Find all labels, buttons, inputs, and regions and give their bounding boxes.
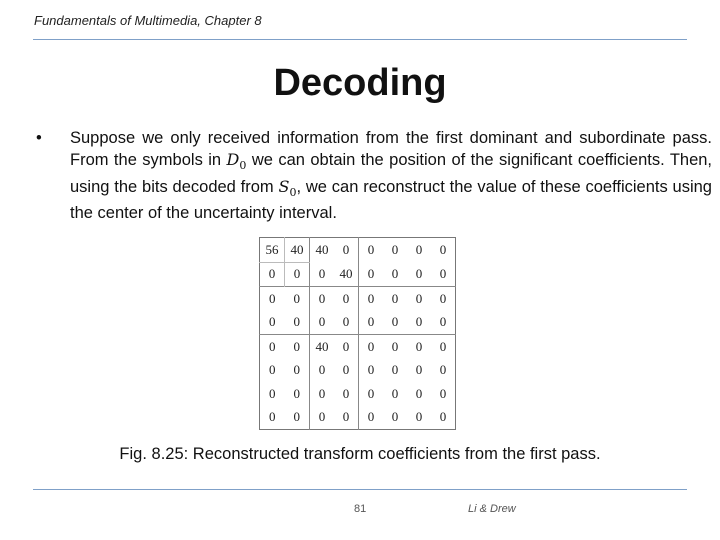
matrix-cell: 0: [391, 409, 399, 425]
matrix-row: [260, 335, 456, 359]
slide-title: Decoding: [273, 62, 447, 104]
matrix-cell: 0: [359, 262, 384, 287]
matrix-cell: 56: [260, 238, 285, 263]
matrix-cell: 0: [342, 314, 350, 330]
symbol-s: S: [278, 177, 290, 197]
symbol-s-sub: 0: [289, 186, 297, 200]
matrix-cell: 0: [285, 335, 310, 359]
matrix-row: [260, 311, 456, 335]
bullet-part-3: , we can reconstruct the value of these coefficients using the center of the uncertainty interval.: [70, 178, 712, 223]
matrix-cell: 0: [391, 385, 399, 401]
matrix-cell: 0: [293, 385, 300, 401]
matrix-cell: 0: [310, 262, 335, 287]
matrix-row: [260, 238, 456, 263]
matrix-cell: 0: [342, 362, 350, 378]
matrix-cell: 0: [342, 242, 350, 257]
matrix-cell: 0: [415, 385, 423, 401]
header-rule: [33, 39, 687, 40]
matrix-cell: 0: [439, 409, 447, 425]
matrix-cell: 0: [293, 362, 300, 378]
matrix-cell: 40: [339, 266, 353, 281]
matrix-cell: 0: [415, 314, 423, 330]
matrix-cell: 0: [334, 287, 359, 311]
matrix-row: [260, 406, 456, 430]
matrix-cell: 0: [269, 314, 276, 330]
bullet-text: [30, 128, 712, 224]
header-title: Fundamentals of Multimedia, Chapter 8: [34, 13, 262, 28]
matrix-cell: 0: [260, 287, 285, 311]
matrix-cell: 0: [359, 335, 384, 359]
matrix-cell: 0: [391, 362, 399, 378]
matrix-cell: 0: [359, 406, 384, 430]
matrix-cell: 0: [359, 238, 384, 263]
symbol-s0: [278, 177, 297, 200]
page-number: 81: [354, 503, 367, 515]
matrix-cell: 0: [310, 311, 335, 335]
matrix-cell: 0: [431, 287, 456, 311]
matrix-cell: 0: [439, 314, 447, 330]
symbol-d-sub: 0: [239, 159, 247, 173]
matrix-cell: 0: [391, 314, 399, 330]
figure-caption: Fig. 8.25: Reconstructed transform coefficients from the first pass.: [119, 445, 601, 463]
matrix-cell: 40: [310, 335, 335, 359]
matrix-cell: 0: [359, 287, 384, 311]
matrix-cell: 0: [391, 242, 399, 257]
matrix-cell: 0: [359, 359, 384, 383]
matrix-cell: 0: [439, 385, 447, 401]
matrix-cell: 0: [293, 266, 301, 282]
bullet-dot: •: [36, 129, 42, 147]
bullet-part-1: Suppose we only received information from the first dominant and subordinate pass. From the symbols in: [70, 129, 712, 169]
matrix-cell: 0: [407, 287, 431, 311]
matrix-cell: 0: [415, 242, 423, 257]
bullet-part-2: we can obtain the position of the significant coefficients. Then, using the bits decoded from: [70, 151, 713, 197]
matrix-cell: 0: [310, 406, 335, 430]
matrix-cell: 0: [269, 409, 276, 425]
matrix-cell: 0: [415, 409, 423, 425]
matrix-row: [260, 287, 456, 311]
matrix-cell: 40: [310, 238, 335, 263]
matrix-cell: 0: [383, 335, 407, 359]
matrix-cell: 0: [260, 262, 285, 287]
matrix-row: [260, 382, 456, 406]
matrix-cell: 0: [391, 266, 399, 281]
matrix-cell: 0: [439, 266, 447, 281]
matrix-cell: 0: [415, 266, 423, 281]
matrix-cell: 0: [407, 335, 431, 359]
symbol-d: D: [226, 150, 240, 169]
matrix-cell: 0: [260, 335, 285, 359]
matrix-cell: 0: [310, 287, 335, 311]
footer-rule: [33, 489, 687, 490]
matrix-cell: 0: [431, 335, 456, 359]
footer-authors: Li & Drew: [468, 503, 516, 515]
matrix-cell: 0: [293, 314, 300, 330]
matrix-cell: 0: [310, 382, 335, 406]
matrix-row: [260, 359, 456, 383]
matrix-row: [260, 262, 456, 287]
matrix-cell: 0: [439, 242, 447, 257]
matrix-cell: 0: [415, 362, 423, 378]
coefficient-matrix: [259, 237, 456, 430]
matrix-cell: 0: [383, 287, 407, 311]
matrix-cell: 0: [310, 359, 335, 383]
matrix-cell: 40: [285, 238, 310, 263]
symbol-d0: [226, 150, 247, 173]
matrix-cell: 0: [285, 287, 310, 311]
matrix-cell: 0: [269, 362, 276, 378]
matrix-cell: 0: [439, 362, 447, 378]
matrix-cell: 0: [342, 409, 350, 425]
matrix-cell: 0: [359, 382, 384, 406]
matrix-cell: 0: [334, 335, 359, 359]
matrix-cell: 0: [293, 409, 300, 425]
matrix-cell: 0: [269, 385, 276, 401]
matrix-cell: 0: [342, 385, 350, 401]
matrix-cell: 0: [359, 311, 384, 335]
